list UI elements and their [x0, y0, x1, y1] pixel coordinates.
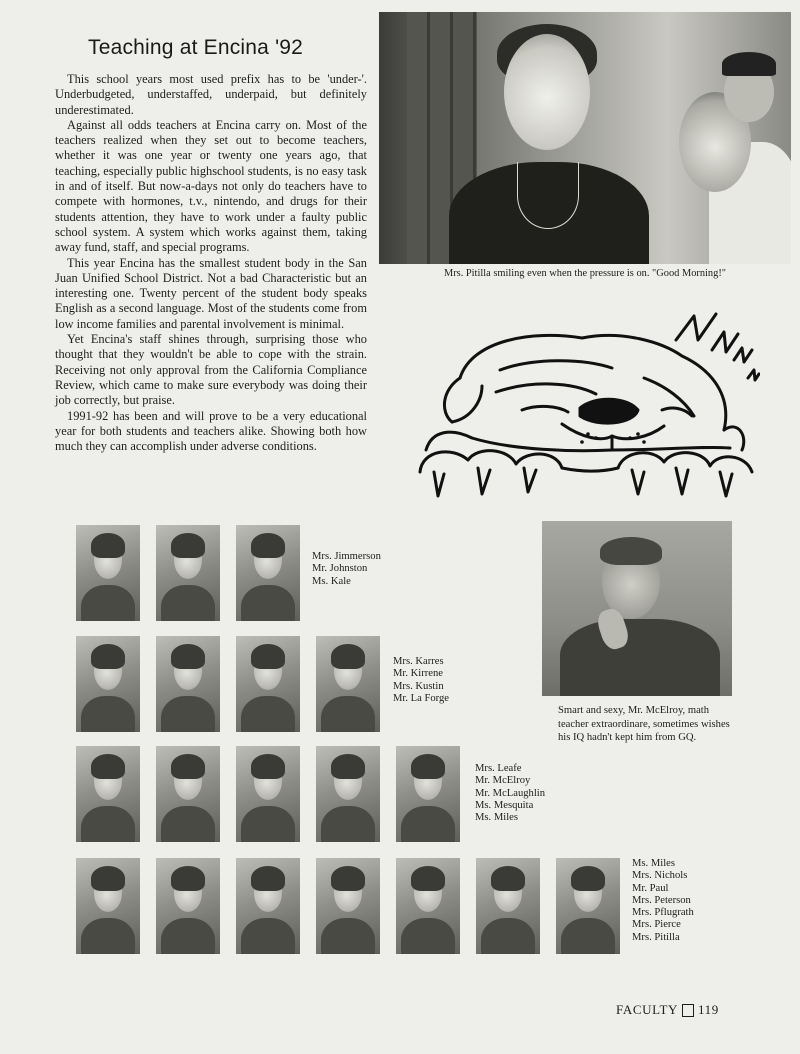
portrait-body-shape — [561, 918, 615, 954]
feature-photo — [542, 521, 732, 696]
article-paragraph: This year Encina has the smallest student body in the San Juan Unified School District. Not a bad Characteristic but an interesting one. Twenty percent of the student body speaks English as a second language. Most of the students come from low income families and parental involvement is minimal. — [55, 255, 367, 331]
claw — [632, 470, 644, 494]
faculty-name: Mr. Paul — [632, 882, 669, 894]
portrait-hair-shape — [251, 754, 286, 779]
portrait-hair-shape — [171, 644, 206, 669]
article-paragraph: 1991-92 has been and will prove to be a very educational year for both students and teachers alike. Showing both how much they can accomplish under adverse conditions. — [55, 408, 367, 454]
faculty-name: Mrs. Peterson — [632, 894, 691, 906]
faculty-portrait — [316, 858, 380, 954]
main-photo-caption: Mrs. Pitilla smiling even when the pressure is on. "Good Morning!" — [443, 268, 727, 279]
faculty-name: Mr. Johnston — [312, 563, 368, 575]
zzz-mark — [748, 370, 759, 380]
faculty-portrait — [76, 746, 140, 842]
necklace-shape — [517, 162, 579, 229]
portrait-body-shape — [161, 585, 215, 621]
portrait-hair-shape — [411, 866, 446, 891]
portrait-body-shape — [161, 696, 215, 732]
faculty-name-list — [475, 763, 545, 824]
portrait-body-shape — [161, 918, 215, 954]
faculty-portrait — [396, 746, 460, 842]
portrait-body-shape — [81, 585, 135, 621]
claw — [676, 468, 688, 494]
portrait-body-shape — [321, 918, 375, 954]
claw — [434, 472, 444, 496]
faculty-portrait — [156, 746, 220, 842]
portrait-hair-shape — [251, 644, 286, 669]
faculty-portrait — [476, 858, 540, 954]
faculty-name: Mrs. Pierce — [632, 919, 681, 931]
portrait-hair-shape — [171, 533, 206, 558]
portrait-hair-shape — [331, 644, 366, 669]
faculty-portrait — [156, 525, 220, 621]
page-footer — [616, 1002, 719, 1018]
portrait-hair-shape — [571, 866, 606, 891]
cap-shape — [722, 52, 776, 76]
faculty-name: Mrs. Leafe — [475, 763, 522, 774]
faculty-portrait — [236, 636, 300, 732]
feature-photo-caption: Smart and sexy, Mr. McElroy, math teacher extraordinare, sometimes wishes his IQ hadn't kept him from GQ. — [558, 705, 730, 744]
portrait-body-shape — [321, 806, 375, 842]
left-ear-fold — [452, 386, 482, 422]
article-paragraph: Yet Encina's staff shines through, surprising those who thought that they wouldn't be able to cope with the strain. Receiving not only approval from the California Compliance Review, which came to make sure everybody was doing their job correctly, but praise. — [55, 332, 367, 408]
faculty-name: Mrs. Karres — [393, 656, 444, 667]
portrait-hair-shape — [91, 754, 126, 779]
portrait-body-shape — [241, 918, 295, 954]
faculty-name-list — [393, 656, 449, 705]
faculty-name: Ms. Kale — [312, 575, 351, 587]
chin-line — [562, 468, 618, 471]
portrait-body-shape — [241, 585, 295, 621]
nose — [580, 399, 638, 423]
faculty-name-list — [312, 551, 381, 588]
sleeping-bulldog-drawing — [412, 300, 760, 510]
claw — [524, 468, 536, 492]
teacher-hair-shape — [600, 537, 662, 565]
portrait-hair-shape — [491, 866, 526, 891]
portrait-body-shape — [241, 806, 295, 842]
portrait-hair-shape — [411, 754, 446, 779]
portrait-body-shape — [481, 918, 535, 954]
claw — [478, 468, 490, 494]
faculty-name: Ms. Miles — [475, 812, 518, 824]
closed-eye — [522, 406, 568, 412]
faculty-name: Mr. McLaughlin — [475, 787, 546, 799]
portrait-hair-shape — [251, 866, 286, 891]
claw — [720, 472, 732, 496]
faculty-portrait — [236, 525, 300, 621]
faculty-name: Mrs. Nichols — [632, 870, 688, 882]
zzz-mark — [676, 314, 716, 340]
faculty-portrait — [156, 858, 220, 954]
jowl-line — [426, 432, 730, 451]
teacher-face-shape — [504, 34, 590, 150]
faculty-portrait — [316, 636, 380, 732]
wrinkle — [500, 361, 612, 370]
faculty-name: Mrs. Pitilla — [632, 931, 680, 943]
left-ear — [444, 378, 460, 422]
portrait-hair-shape — [331, 866, 366, 891]
footer-section: FACULTY — [616, 1002, 678, 1017]
faculty-portrait — [236, 858, 300, 954]
zzz-mark — [734, 348, 752, 362]
portrait-hair-shape — [91, 533, 126, 558]
faculty-portrait — [396, 858, 460, 954]
portrait-body-shape — [81, 918, 135, 954]
portrait-hair-shape — [91, 644, 126, 669]
faculty-name: Mr. La Forge — [393, 692, 450, 704]
page-title: Teaching at Encina '92 — [88, 36, 304, 59]
article-body — [55, 72, 367, 454]
portrait-body-shape — [401, 918, 455, 954]
portrait-hair-shape — [331, 754, 366, 779]
faculty-portrait — [76, 858, 140, 954]
faculty-portrait — [236, 746, 300, 842]
faculty-name-list — [632, 858, 694, 944]
article-paragraph: Against all odds teachers at Encina carry on. Most of the teachers realized when they set out to become teachers, whether it was one year or twenty one years ago, that teaching, especially public highschool students, is no easy task in and of itself. But now-a-days not only do teachers have to compete with hormones, t.v., nintendo, and drugs for their students attention, they have to work under a faulty public school system. A system which works against them, taking away fund, staff, and special programs. — [55, 117, 367, 255]
zzz-mark — [712, 332, 738, 352]
right-paw — [618, 453, 752, 472]
portrait-body-shape — [81, 806, 135, 842]
faculty-name: Ms. Miles — [632, 858, 675, 869]
portrait-hair-shape — [171, 754, 206, 779]
faculty-portrait — [156, 636, 220, 732]
wrinkle — [496, 384, 596, 394]
portrait-hair-shape — [91, 866, 126, 891]
portrait-body-shape — [401, 806, 455, 842]
faculty-name: Mrs. Pflugrath — [632, 907, 694, 919]
faculty-portrait — [76, 525, 140, 621]
portrait-body-shape — [321, 696, 375, 732]
article-paragraph: This school years most used prefix has to be 'under-'. Underbudgeted, understaffed, underpaid, but definitely underestimated. — [55, 72, 367, 117]
faculty-name: Mr. McElroy — [475, 775, 531, 787]
faculty-name: Mrs. Jimmerson — [312, 551, 381, 562]
faculty-name: Ms. Mesquita — [475, 799, 534, 811]
page-number: 119 — [698, 1002, 719, 1017]
teacher-body-shape — [560, 619, 720, 696]
left-paw — [420, 451, 562, 472]
faculty-portrait — [316, 746, 380, 842]
portrait-body-shape — [241, 696, 295, 732]
portrait-hair-shape — [251, 533, 286, 558]
portrait-hair-shape — [171, 866, 206, 891]
portrait-body-shape — [81, 696, 135, 732]
square-bullet-icon — [682, 1004, 694, 1017]
faculty-name: Mrs. Kustin — [393, 680, 444, 692]
faculty-portrait — [556, 858, 620, 954]
main-photo — [379, 12, 791, 264]
faculty-name: Mr. Kirrene — [393, 668, 444, 680]
faculty-portrait — [76, 636, 140, 732]
portrait-body-shape — [161, 806, 215, 842]
